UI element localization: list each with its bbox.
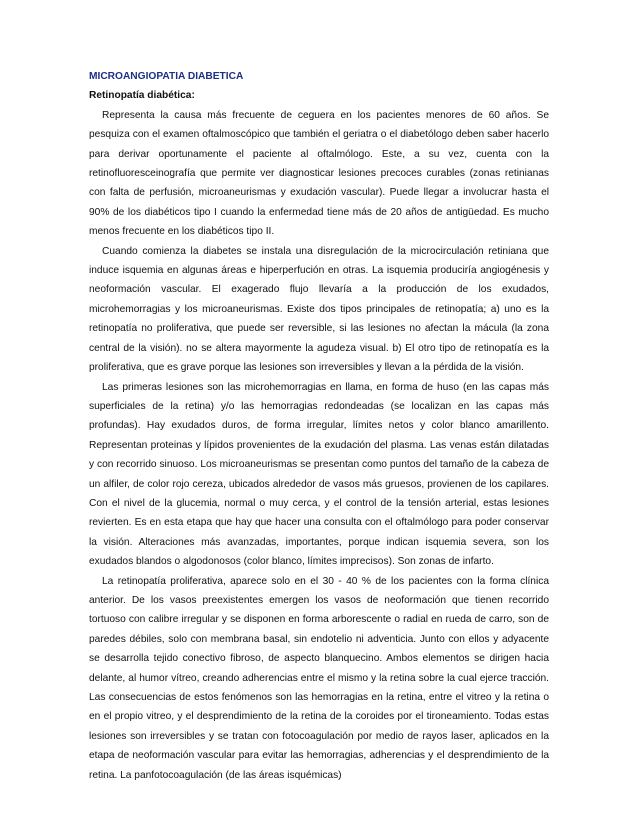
paragraph-3: Las primeras lesiones son las microhemorragias en llama, en forma de huso (en las capas más superficiales de la retina) y/o las hemorragias redondeadas (se localizan en las capas más profundas). Hay exudados duros, de forma irregular, límites netos y color blanco amarillento. Representan proteinas y lípidos provenientes de la exudación del plasma. Las venas están dilatadas y con recorrido sinuoso. Los microaneurismas se presentan como puntos del tamaño de la cabeza de un alfiler, de color rojo cereza, ubicados alrededor de vasos más gruesos, provienen de los capilares. Con el nivel de la glucemia, normal o muy cerca, y el control de la tensión arterial, estas lesiones revierten. Es en esta etapa que hay que hacer una consulta con el oftalmólogo para poder conservar la visión. Alteraciones más avanzadas, importantes, porque indican isquemia severa, son los exudados blandos o algodonosos (color blanco, límites imprecisos). Son zonas de infarto. — [89, 381, 549, 568]
document-page — [89, 67, 549, 785]
paragraph-4: La retinopatía proliferativa, aparece solo en el 30 - 40 % de los pacientes con la forma clínica anterior. De los vasos preexistentes emergen los vasos de neoformación que tienen recorrido tortuoso con calibre irregular y se disponen en forma arborescente o radial en rueda de carro, son de paredes débiles, solo con membrana basal, sin endotelio ni adventicia. Junto con ellos y adyacente se desarrolla tejido conectivo fibroso, de aspecto blanquecino. Ambos elementos se dirigen hacia delante, al humor vítreo, creando adherencias entre el mismo y la retina sobre la cual ejerce tracción. Las consecuencias de estos fenómenos son las hemorragias en la retina, entre el vitreo y la retina o en el propio vitreo, y el desprendimiento de la retina de la coroides por el tironeamiento. Todas estas lesiones son irreversibles y se tratan con fotocoagulación por medio de rayos laser, aplicados en la etapa de neoformación vascular para evitar las hemorragias, adherencias y el desprendimiento de la retina. La panfotocoagulación (de las áreas isquémicas) — [89, 575, 549, 781]
paragraph-2: Cuando comienza la diabetes se instala una disregulación de la microcirculación retiniana que induce isquemia en algunas áreas e hiperperfución en otras. La isquemia produciría angiogénesis y neoformación vascular. El exagerado flujo llevaría a la producción de los exudados, microhemorragias y los microaneurismas. Existe dos tipos principales de retinopatía; a) uno es la retinopatía no proliferativa, que puede ser reversible, si las lesiones no afectan la mácula (la zona central de la visión). no se altera mayormente la agudeza visual. b) El otro tipo de retinopatía es la proliferativa, que es grave porque las lesiones son irreversibles y llevan a la pérdida de la visión. — [89, 245, 549, 374]
document-title: MICROANGIOPATIA DIABETICA — [89, 71, 244, 82]
section-subtitle: Retinopatía diabética: — [89, 90, 195, 102]
paragraph-1: Representa la causa más frecuente de ceguera en los pacientes menores de 60 años. Se pesquiza con el examen oftalmoscópico que también el geriatra o el diabetólogo deben saber hacerlo para derivar oportunamente el paciente al oftalmólogo. Este, a su vez, cuenta con la retinofluoresceinografía que permite ver diagnosticar lesiones precoces curables (zonas retinianas con falta de perfusión, microaneurismas y exudación vascular). Puede llegar a involucrar hasta el 90% de los diabéticos tipo I cuando la enfermedad tiene más de 20 años de antigüedad. Es mucho menos frecuente en los diabéticos tipo II. — [89, 109, 549, 238]
